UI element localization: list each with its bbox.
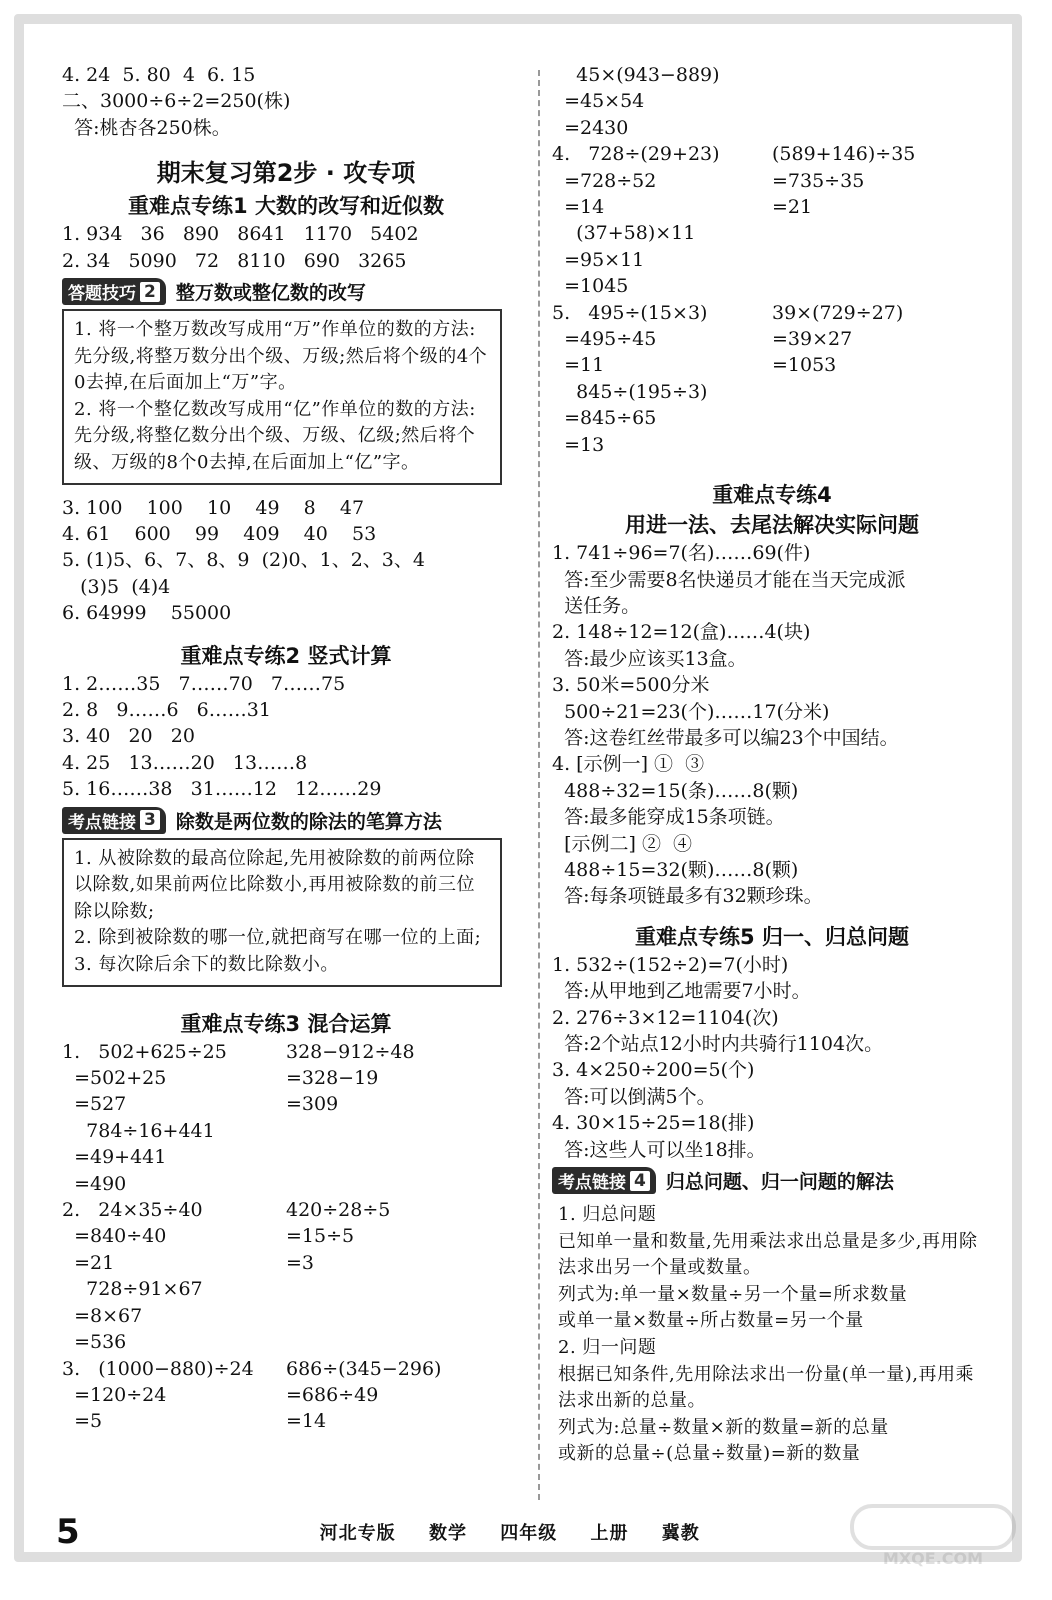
calc-row <box>62 1408 510 1434</box>
tip-paragraph: 或新的总量÷(总量÷数量)=新的数量 <box>558 1443 861 1465</box>
answer-line: [示例二] ② ④ <box>552 832 693 855</box>
calc-row-cell: =15÷5 <box>286 1225 355 1248</box>
answer-line: 3. 50米=500分米 <box>552 674 710 697</box>
calc-row-cell: =1053 <box>772 354 837 377</box>
calc-row-cell: =21 <box>62 1251 115 1274</box>
s1-title: 重难点专练1 大数的改写和近似数 <box>128 194 444 219</box>
calc-row <box>62 1144 510 1170</box>
s2-title: 重难点专练2 竖式计算 <box>180 643 392 668</box>
answer-line: 3. 100 100 10 49 8 47 <box>62 496 365 519</box>
tip-badge: 答题技巧 2 <box>62 278 166 305</box>
answer-line: 1. 532÷(152÷2)=7(小时) <box>552 953 789 976</box>
calc-row-cell: =309 <box>286 1093 339 1116</box>
answer-line: 二、3000÷6÷2=250(株) <box>62 90 291 113</box>
tip-paragraph: 2. 归一问题 <box>558 1337 657 1358</box>
calc-row-cell <box>286 1171 510 1197</box>
calc-row <box>552 88 992 114</box>
calc-row <box>62 1039 510 1065</box>
calc-row-cell <box>772 62 992 88</box>
calc-row <box>62 1276 510 1302</box>
tip-paragraph: 根据已知条件,先用除法求出一份量(单一量),再用乘法求出新的总量。 <box>558 1363 974 1412</box>
answer-line: 答:这些人可以坐18排。 <box>552 1138 766 1161</box>
calc-row-cell: 3. (1000−880)÷24 <box>62 1357 254 1380</box>
calc-row-cell: 728÷91×67 <box>62 1278 203 1301</box>
left-column <box>62 62 510 1435</box>
calc-row-cell: =13 <box>552 433 605 456</box>
calc-row-cell: =536 <box>62 1331 127 1354</box>
calc-row-cell <box>286 1303 510 1329</box>
tip-paragraph: 列式为:单一量×数量÷另一个量=所求数量 <box>558 1283 908 1305</box>
answer-line: 答:每条项链最多有32颗珍珠。 <box>552 885 823 908</box>
calc-row-cell: =490 <box>62 1172 127 1195</box>
tip-paragraph: 1. 从被除数的最高位除起,先用被除数的前两位除以除数,如果前两位比除数小,再用被除数的前三位除以除数; <box>74 847 475 922</box>
calc-row-cell: =95×11 <box>552 248 645 271</box>
calc-row-cell: =120÷24 <box>62 1383 167 1406</box>
calc-row-cell <box>772 88 992 114</box>
right-column <box>552 62 992 1476</box>
svg-text:MXQE.COM: MXQE.COM <box>882 1549 984 1568</box>
answer-line: 答:这卷红丝带最多可以编23个中国结。 <box>552 726 899 749</box>
calc-row-cell: =328−19 <box>286 1067 379 1090</box>
s3-title: 重难点专练3 混合运算 <box>180 1011 392 1036</box>
answer-line: 答:2个站点12小时内共骑行1104次。 <box>552 1033 884 1055</box>
tip-box-unitary <box>552 1167 992 1472</box>
calc-row-cell: 784÷16+441 <box>62 1119 215 1142</box>
calc-row <box>552 141 992 167</box>
tip-paragraph: 2. 除到被除数的哪一位,就把商写在哪一位的上面; <box>74 927 482 949</box>
calc-row-cell: =3 <box>286 1251 315 1274</box>
calc-row-cell <box>772 247 992 273</box>
calc-row-cell <box>772 115 992 141</box>
calc-row <box>62 1223 510 1249</box>
answer-line: 答:桃杏各250株。 <box>62 116 231 139</box>
calc-row-cell: =49+441 <box>62 1146 167 1169</box>
calc-row-cell: =735÷35 <box>772 169 865 192</box>
column-divider <box>538 70 540 1500</box>
calc-row-cell: =495÷45 <box>552 328 657 351</box>
calc-row-cell: 5. 495÷(15×3) <box>552 301 708 324</box>
calc-row-cell: (37+58)×11 <box>552 222 696 245</box>
calc-row-cell: =1045 <box>552 275 629 298</box>
calc-row-cell: =11 <box>552 354 605 377</box>
answer-line: 答:最少应该买13盒。 <box>552 647 747 670</box>
answer-line: 答:至少需要8名快递员才能在当天完成派 <box>552 568 906 591</box>
calc-row <box>552 194 992 220</box>
calc-row <box>552 220 992 246</box>
calc-row-cell: =14 <box>286 1410 327 1433</box>
calc-row <box>552 115 992 141</box>
calc-row-cell: 2. 24×35÷40 <box>62 1199 203 1222</box>
calc-row <box>552 300 992 326</box>
answer-line: 5. (1)5、6、7、8、9 (2)0、1、2、3、4 <box>62 549 425 572</box>
tip-badge: 考点链接 3 <box>62 807 166 834</box>
answer-line: 4. 30×15÷25=18(排) <box>552 1112 755 1135</box>
section-title: 期末复习第2步 · 攻专项 <box>156 159 416 188</box>
answer-line: 4. 61 600 99 409 40 53 <box>62 523 377 545</box>
calc-row <box>62 1303 510 1329</box>
calc-row <box>552 326 992 352</box>
calc-row <box>62 1171 510 1197</box>
calc-row-cell <box>286 1276 510 1302</box>
calc-row-cell: =502+25 <box>62 1067 167 1090</box>
calc-row-cell: 686÷(345−296) <box>286 1357 442 1380</box>
calc-row-cell: =5 <box>62 1410 103 1433</box>
answer-line: 4. 24 5. 80 4 6. 15 <box>62 64 256 86</box>
tip-paragraph: 1. 将一个整万数改写成用“万”作单位的数的方法:先分级,将整万数分出个级、万级;然后将个级的4个0去掉,在后面加上“万”字。 <box>74 319 488 394</box>
calc-row-cell: =45×54 <box>552 90 645 113</box>
calc-row-cell: =527 <box>62 1093 127 1116</box>
tip-paragraph: 3. 每次除后余下的数比除数小。 <box>74 954 339 976</box>
calc-row-cell: =2430 <box>552 116 629 139</box>
calc-row <box>62 1329 510 1355</box>
calc-row-cell: 420÷28÷5 <box>286 1199 391 1222</box>
calc-row-cell <box>772 273 992 299</box>
calc-row-cell <box>286 1144 510 1170</box>
tip-paragraph: 已知单一量和数量,先用乘法求出总量是多少,再用除法求出另一个量或数量。 <box>558 1230 978 1279</box>
calc-row <box>552 352 992 378</box>
calc-row-cell <box>772 432 992 458</box>
calc-row-cell: 45×(943−889) <box>552 64 720 86</box>
calc-row-cell <box>286 1329 510 1355</box>
calc-row <box>552 273 992 299</box>
calc-row <box>552 168 992 194</box>
answer-line: 2. 148÷12=12(盒)……4(块) <box>552 621 811 644</box>
calc-row <box>62 1197 510 1223</box>
tip-paragraph: 或单一量×数量÷所占数量=另一个量 <box>558 1310 864 1332</box>
calc-row-cell: =728÷52 <box>552 169 657 192</box>
page-number: 5 <box>56 1512 80 1552</box>
tip-badge: 考点链接 4 <box>552 1167 656 1194</box>
answer-line: 6. 64999 55000 <box>62 602 232 625</box>
answer-line: 500÷21=23(个)……17(分米) <box>552 700 830 723</box>
calc-row <box>552 247 992 273</box>
s4-title: 重难点专练4 <box>712 483 832 508</box>
answer-line: 1. 741÷96=7(名)……69(件) <box>552 542 811 565</box>
calc-row-cell: =686÷49 <box>286 1383 379 1406</box>
answer-line: 答:最多能穿成15条项链。 <box>552 806 785 829</box>
watermark-logo <box>848 1500 1018 1570</box>
calc-row-cell: 845÷(195÷3) <box>552 380 708 403</box>
calc-row-cell: 4. 728÷(29+23) <box>552 143 720 166</box>
answer-line: 3. 4×250÷200=5(个) <box>552 1059 755 1082</box>
answer-line: 488÷15=32(颗)……8(颗) <box>552 858 799 881</box>
answer-line: 4. [示例一] ① ③ <box>552 753 705 776</box>
tip-title: 整万数或整亿数的改写 <box>175 282 366 305</box>
answer-line: 488÷32=15(条)……8(颗) <box>552 779 799 802</box>
calc-row-cell <box>772 379 992 405</box>
calc-row-cell <box>772 220 992 246</box>
answer-line: 3. 40 20 20 <box>62 725 195 748</box>
calc-row <box>62 1118 510 1144</box>
answer-line: 1. 2……35 7……70 7……75 <box>62 672 346 695</box>
calc-row <box>62 1382 510 1408</box>
answer-line: 1. 934 36 890 8641 1170 5402 <box>62 223 419 246</box>
calc-row-cell: =845÷65 <box>552 407 657 430</box>
answer-line: 答:可以倒满5个。 <box>552 1085 716 1108</box>
calc-row <box>62 1091 510 1117</box>
tip-box-answer-skill <box>62 278 510 485</box>
calc-row-cell <box>772 405 992 431</box>
calc-row <box>552 432 992 458</box>
calc-row <box>62 1065 510 1091</box>
calc-row-cell: =14 <box>552 196 605 219</box>
tip-paragraph: 列式为:总量÷数量×新的数量=新的总量 <box>558 1416 889 1438</box>
answer-line: 5. 16……38 31……12 12……29 <box>62 778 382 801</box>
answer-line: 答:从甲地到乙地需要7小时。 <box>552 980 811 1003</box>
calc-row-cell: (589+146)÷35 <box>772 143 916 166</box>
tip-box-division <box>62 807 510 987</box>
calc-row <box>62 1356 510 1382</box>
calc-row-cell: 39×(729÷27) <box>772 301 904 324</box>
calc-row <box>62 1250 510 1276</box>
calc-row <box>552 405 992 431</box>
calc-row-cell <box>286 1118 510 1144</box>
tip-paragraph: 1. 归总问题 <box>558 1204 657 1226</box>
answer-line: 4. 25 13……20 13……8 <box>62 751 308 774</box>
calc-row-cell: 328−912÷48 <box>286 1040 415 1063</box>
answer-line: 2. 276÷3×12=1104(次) <box>552 1006 779 1029</box>
calc-row-cell: 1. 502+625÷25 <box>62 1040 227 1063</box>
footer-info: 河北专版 数学 四年级 上册 冀教 <box>319 1523 700 1544</box>
calc-row-cell: =21 <box>772 196 813 219</box>
tip-title: 归总问题、归一问题的解法 <box>665 1171 894 1194</box>
s4-subtitle: 用进一法、去尾法解决实际问题 <box>625 513 919 538</box>
answer-line: 2. 34 5090 72 8110 690 3265 <box>62 249 407 272</box>
answer-line: 2. 8 9……6 6……31 <box>62 699 271 722</box>
s5-title: 重难点专练5 归一、归总问题 <box>635 924 909 949</box>
calc-row-cell: =39×27 <box>772 328 853 351</box>
calc-row <box>552 379 992 405</box>
calc-row <box>552 62 992 88</box>
tip-paragraph: 2. 将一个整亿数改写成用“亿”作单位的数的方法:先分级,将整亿数分出个级、万级、亿级;然后将个级、万级的8个0去掉,在后面加上“亿”字。 <box>74 398 476 473</box>
answer-line: 送任务。 <box>552 594 641 617</box>
calc-row-cell: =8×67 <box>62 1304 143 1327</box>
calc-row-cell: =840÷40 <box>62 1225 167 1248</box>
answer-line: (3)5 (4)4 <box>62 575 171 598</box>
tip-title: 除数是两位数的除法的笔算方法 <box>175 810 442 833</box>
